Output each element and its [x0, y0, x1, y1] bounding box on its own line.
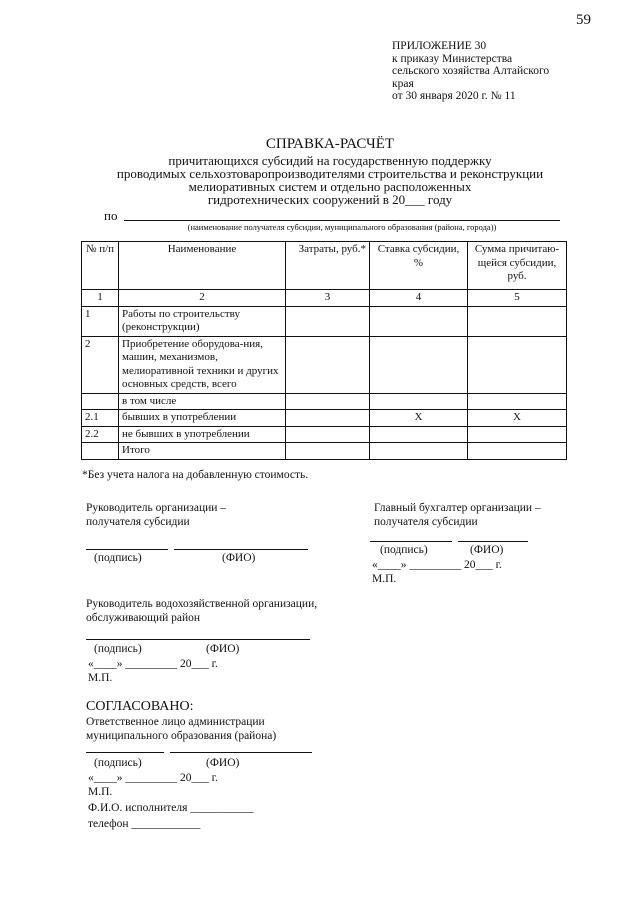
chief-accountant-date[interactable]: «____» _________ 20___ г. — [372, 559, 502, 571]
table-row — [82, 306, 567, 336]
title-subtitle-line: причитающихся субсидий на государственную поддержку — [168, 153, 492, 168]
appendix-block — [392, 40, 612, 103]
table-row — [82, 410, 567, 427]
row-costs[interactable] — [286, 336, 370, 393]
water-org-sign-field[interactable] — [86, 639, 310, 640]
subsidy-table — [81, 241, 567, 460]
header-rate: Ставка субсидии, % — [370, 242, 468, 290]
row-amount[interactable] — [468, 393, 567, 410]
row-name: в том числе — [119, 393, 286, 410]
head-org-sign-field[interactable] — [86, 549, 168, 550]
row-costs[interactable] — [286, 410, 370, 427]
col-number: 1 — [82, 290, 119, 307]
table-total-row — [82, 443, 567, 460]
title-subtitle-line: мелиоративных систем и отдельно расположенных — [188, 179, 472, 194]
header-amount: Сумма причитаю-щейся субсидии, руб. — [468, 242, 567, 290]
water-org-stamp: М.П. — [88, 672, 113, 684]
head-org-title-2: получателя субсидии — [86, 516, 190, 528]
col-number: 4 — [370, 290, 468, 307]
executor-phone[interactable]: телефон ____________ — [88, 818, 201, 830]
header-num: № п/п — [82, 242, 119, 290]
col-number: 5 — [468, 290, 567, 307]
title-subtitle-line: гидротехнических сооружений в 20___ году — [207, 192, 453, 207]
row-rate[interactable] — [370, 336, 468, 393]
row-name: не бывших в употреблении — [119, 426, 286, 443]
agreed-heading: СОГЛАСОВАНО: — [86, 699, 194, 714]
row-costs[interactable] — [286, 426, 370, 443]
row-num — [82, 443, 119, 460]
row-rate[interactable] — [370, 306, 468, 336]
agreed-date[interactable]: «____» _________ 20___ г. — [88, 772, 218, 784]
water-org-sign-label: (подпись) — [94, 643, 142, 655]
row-costs[interactable] — [286, 306, 370, 336]
chief-accountant-fio-label: (ФИО) — [470, 544, 504, 556]
col-number: 3 — [286, 290, 370, 307]
recipient-caption: (наименование получателя субсидии, муниципального образования (района, города)) — [187, 222, 497, 232]
appendix-line: сельского хозяйства Алтайского — [392, 65, 550, 77]
row-name: Приобретение оборудова-ния, машин, механизмов, мелиоративной техники и других основных средств, всего — [119, 336, 286, 393]
appendix-line: ПРИЛОЖЕНИЕ 30 — [392, 40, 487, 52]
agreed-sign-label: (подпись) — [94, 757, 142, 769]
appendix-line: к приказу Министерства — [392, 52, 513, 65]
chief-accountant-sign-label: (подпись) — [380, 544, 428, 556]
document-title — [80, 136, 580, 206]
water-org-title-1: Руководитель водохозяйственной организации, — [86, 598, 318, 610]
header-costs: Затраты, руб.* — [286, 242, 370, 290]
footnote: *Без учета налога на добавленную стоимость. — [82, 469, 309, 481]
row-num: 2.2 — [82, 426, 119, 443]
row-rate[interactable] — [370, 443, 468, 460]
row-num: 2.1 — [82, 410, 119, 427]
row-num: 1 — [82, 306, 119, 336]
row-amount[interactable] — [468, 336, 567, 393]
chief-accountant-title-1: Главный бухгалтер организации – — [374, 502, 541, 514]
row-name: Итого — [119, 443, 286, 460]
row-name: Работы по строительству (реконструкции) — [119, 306, 286, 336]
column-number-row — [82, 290, 567, 307]
title-subtitle-line: проводимых сельхозтоваропроизводителями строительства и реконструкции — [116, 166, 544, 181]
chief-accountant-sign-field[interactable] — [370, 541, 452, 542]
chief-accountant-stamp: М.П. — [372, 573, 397, 585]
row-amount: X — [468, 410, 567, 427]
executor-name[interactable]: Ф.И.О. исполнителя ___________ — [88, 802, 254, 814]
water-org-title-2: обслуживающий район — [86, 612, 201, 624]
appendix-line: от 30 января 2020 г. № 11 — [392, 90, 516, 102]
row-costs[interactable] — [286, 393, 370, 410]
row-num — [82, 393, 119, 410]
row-rate: X — [370, 410, 468, 427]
recipient-field[interactable] — [124, 220, 560, 221]
head-org-fio-label: (ФИО) — [222, 552, 256, 564]
agreed-sign-field[interactable] — [86, 752, 164, 753]
row-rate[interactable] — [370, 426, 468, 443]
row-num: 2 — [82, 336, 119, 393]
water-org-fio-label: (ФИО) — [206, 643, 240, 655]
agreed-title-2: муниципального образования (района) — [86, 730, 277, 742]
row-costs[interactable] — [286, 443, 370, 460]
appendix-line: края — [392, 77, 414, 90]
chief-accountant-title-2: получателя субсидии — [374, 516, 478, 528]
head-org-fio-field[interactable] — [174, 549, 308, 550]
table-row — [82, 426, 567, 443]
page-number: 59 — [576, 12, 591, 28]
row-name: бывших в употреблении — [119, 410, 286, 427]
header-name: Наименование — [119, 242, 286, 290]
table-row — [82, 336, 567, 393]
agreed-stamp: М.П. — [88, 786, 113, 798]
head-org-title-1: Руководитель организации – — [86, 502, 227, 514]
col-number: 2 — [119, 290, 286, 307]
agreed-fio-field[interactable] — [170, 752, 312, 753]
row-amount[interactable] — [468, 426, 567, 443]
row-amount[interactable] — [468, 443, 567, 460]
table-header-row — [82, 242, 567, 290]
head-org-sign-label: (подпись) — [94, 552, 142, 564]
recipient-prefix: по — [104, 208, 118, 223]
title-main: СПРАВКА-РАСЧЁТ — [265, 136, 395, 152]
chief-accountant-fio-field[interactable] — [458, 541, 528, 542]
table-row — [82, 393, 567, 410]
water-org-date[interactable]: «____» _________ 20___ г. — [88, 658, 218, 670]
agreed-fio-label: (ФИО) — [206, 757, 240, 769]
row-amount[interactable] — [468, 306, 567, 336]
row-rate[interactable] — [370, 393, 468, 410]
agreed-title-1: Ответственное лицо администрации — [86, 716, 265, 728]
